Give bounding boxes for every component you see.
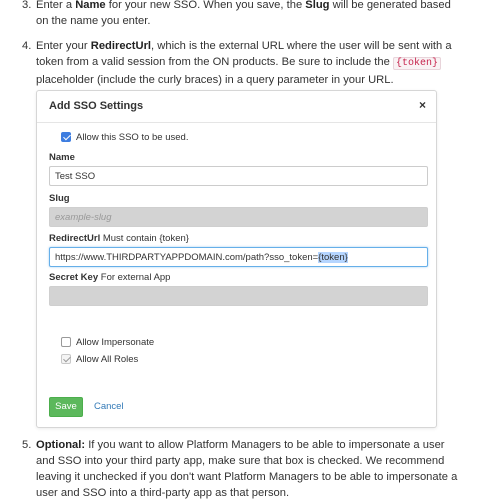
redirect-url-field[interactable] bbox=[49, 247, 428, 267]
close-icon[interactable]: × bbox=[418, 98, 426, 112]
redirect-url-label bbox=[49, 233, 427, 244]
step-text-part: will be generated based on the name you enter. bbox=[36, 0, 451, 27]
cancel-link[interactable]: Cancel bbox=[94, 401, 124, 412]
save-button[interactable]: Save bbox=[49, 397, 83, 417]
allow-impersonate-label: Allow Impersonate bbox=[76, 337, 155, 348]
secret-key-label-text: Secret Key bbox=[49, 272, 99, 283]
name-field[interactable]: Test SSO bbox=[49, 166, 428, 186]
dialog-header bbox=[37, 91, 436, 123]
allow-all-roles-checkbox[interactable] bbox=[61, 354, 71, 364]
secret-key-label bbox=[49, 272, 427, 283]
allow-sso-checkbox[interactable] bbox=[61, 132, 71, 142]
step-bold: Optional: bbox=[36, 439, 86, 451]
step-bold: RedirectUrl bbox=[90, 40, 152, 52]
selected-token-text: {token} bbox=[318, 252, 348, 263]
step-text-part: Enter a bbox=[36, 0, 76, 11]
dialog-title: Add SSO Settings bbox=[49, 100, 144, 112]
secret-key-hint: For external App bbox=[98, 272, 171, 283]
step-text bbox=[36, 38, 460, 88]
name-label: Name bbox=[49, 152, 75, 163]
slug-label: Slug bbox=[49, 193, 70, 204]
step-text bbox=[36, 0, 460, 29]
step-bold: Slug bbox=[305, 0, 330, 11]
step-text bbox=[36, 437, 460, 500]
step-text-part: , which is the external URL where the user will be sent with a token from a valid session from the ON products. Be sure to include the bbox=[36, 40, 452, 68]
step-text-part: If you want to allow Platform Managers to be able to impersonate a user and SSO into your third party app, make sure that box is checked. We recommend leaving it unchecked if you don't want Platform Managers to be able to impersonate a user and SSO into a third-party app as that person. bbox=[36, 439, 458, 499]
allow-sso-label: Allow this SSO to be used. bbox=[76, 132, 189, 143]
allow-all-roles-label: Allow All Roles bbox=[76, 354, 139, 365]
step-number: 5. bbox=[22, 439, 32, 451]
step-text-part: Enter your bbox=[36, 40, 91, 52]
slug-field[interactable]: example-slug bbox=[49, 207, 428, 227]
allow-impersonate-checkbox[interactable] bbox=[61, 337, 71, 347]
redirect-url-hint: Must contain {token} bbox=[100, 233, 189, 244]
token-code: {token} bbox=[393, 57, 441, 70]
secret-key-field[interactable] bbox=[49, 286, 428, 306]
step-number: 4. bbox=[22, 40, 32, 52]
step-number: 3. bbox=[22, 0, 32, 11]
add-sso-dialog bbox=[36, 90, 437, 428]
step-text-part: placeholder (include the curly braces) in a query parameter in your URL. bbox=[36, 74, 394, 86]
step-bold: Name bbox=[75, 0, 106, 11]
redirect-url-value: https://www.THIRDPARTYAPPDOMAIN.com/path?sso_token= bbox=[55, 252, 319, 263]
step-text-part: for your new SSO. When you save, the bbox=[105, 0, 306, 11]
redirect-url-label-text: RedirectUrl bbox=[49, 233, 101, 244]
